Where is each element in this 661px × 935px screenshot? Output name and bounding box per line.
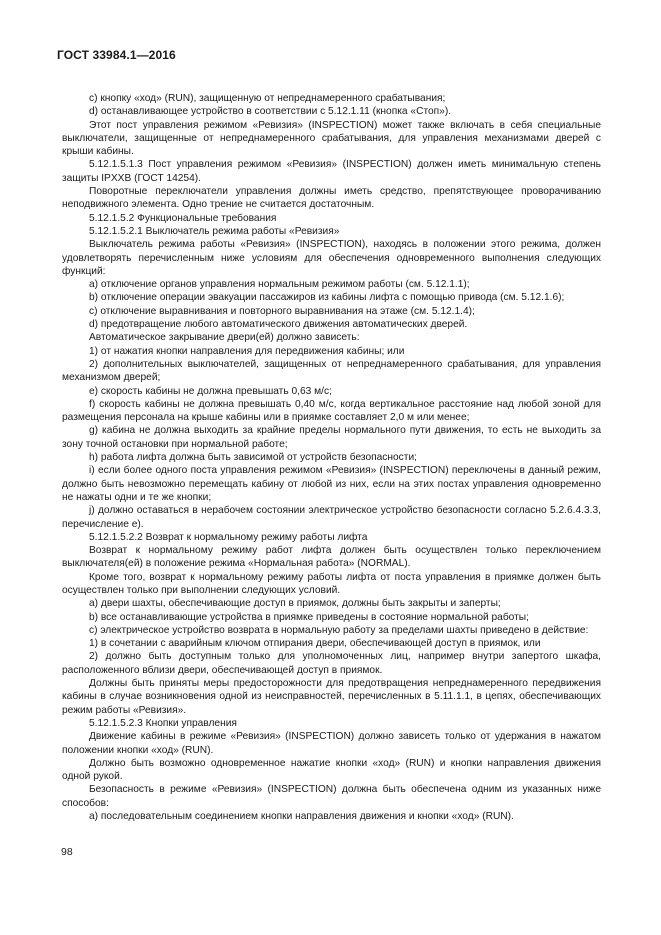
list-item: c) электрическое устройство возврата в нормальную работу за пределами шахты приведено в действие: [89, 624, 589, 636]
list-item: i) если более одного поста управления режимом «Ревизия» (INSPECTION) переключены в данный режим, должно быть невозможно перемещать кабину от любой из них, если на этих постах управления одновременно не нажаты одни и те же кнопки; [62, 465, 601, 503]
paragraph: Поворотные переключатели управления должны иметь средство, препятствующее проворачиванию неподвижного элемента. Одно трение не считается достаточным. [62, 186, 601, 211]
list-item: b) отключение операции эвакуации пассажиров из кабины лифта с помощью привода (см. 5.12.1.6); [89, 292, 565, 304]
list-item: f) скорость кабины не должна превышать 0,40 м/с, когда вертикальное расстояние над любой зоной для размещения персонала на крыше кабины или в приямке составляет 2,0 м или менее; [62, 398, 601, 424]
paragraph: Автоматическое закрывание двери(ей) должно зависеть: [89, 332, 360, 344]
paragraph: Должны быть приняты меры предосторожности для предотвращения непреднамеренного передвижения кабины в случае возникновения одной из неисправностей, перечисленных в 5.11.1.1, в цепях, обеспечивающих режим работы «Ревизия». [62, 678, 601, 716]
document-header: ГОСТ 33984.1—2016 [57, 48, 176, 62]
paragraph: Безопасность в режиме «Ревизия» (INSPECTION) должна быть обеспечена одним из указанных ниже способов: [62, 784, 601, 809]
list-item: a) последовательным соединением кнопки направления движения и кнопки «ход» (RUN). [89, 811, 514, 823]
page-number: 98 [61, 846, 73, 858]
paragraph: d) останавливающее устройство в соответствии с 5.12.1.11 (кнопка «Стоп»). [89, 106, 452, 118]
list-item: 2) дополнительных выключателей, защищенных от непреднамеренного срабатывания, для управления механизмом дверей; [62, 358, 601, 384]
paragraph: Кроме того, возврат к нормальному режиму работы лифта от поста управления в приямке должен быть осуществлен только при выполнении следующих условий. [62, 571, 601, 596]
list-item: a) отключение органов управления нормальным режимом работы (см. 5.12.1.1); [89, 279, 470, 291]
paragraph: Выключатель режима работы «Ревизия» (INSPECTION), находясь в положении этого режима, должен удовлетворять перечисленным ниже условиям для обеспечения одновременного выполнения следующих функций: [62, 239, 601, 277]
section-heading: 5.12.1.5.2.2 Возврат к нормальному режиму работы лифта [89, 531, 368, 543]
paragraph: 5.12.1.5.1.3 Пост управления режимом «Ревизия» (INSPECTION) должен иметь минимальную степень защиты IPXXB (ГОСТ 14254). [62, 159, 601, 184]
list-item: g) кабина не должна выходить за крайние пределы нормального пути движения, то есть не выходить за зону точной остановки при нормальной работе; [62, 425, 601, 450]
paragraph: Возврат к нормальному режиму работ лифта должен быть осуществлен только переключением выключателя(ей) в положение режима «Нормальная работа» (NORMAL). [62, 545, 601, 570]
paragraph: c) кнопку «ход» (RUN), защищенную от непреднамеренного срабатывания; [89, 93, 446, 104]
list-item: e) скорость кабины не должна превышать 0,63 м/с; [89, 385, 332, 397]
paragraph: Движение кабины в режиме «Ревизия» (INSPECTION) должно зависеть только от удержания в нажатом положении кнопки «ход» (RUN). [62, 731, 601, 756]
list-item: 1) от нажатия кнопки направления для передвижения кабины; или [89, 345, 405, 357]
list-item: j) должно оставаться в нерабочем состоянии электрическое устройство безопасности согласно 5.2.6.4.3.3, перечисление е). [62, 505, 601, 530]
list-item: 1) в сочетании с аварийным ключом отпирания двери, обеспечивающей доступ в приямок, или [89, 638, 541, 650]
list-item: 2) должно быть доступным только для уполномоченных лиц, например внутри запертого шкафа, расположенного вблизи двери, обеспечивающей доступ в приямок. [62, 651, 601, 676]
list-item: d) предотвращение любого автоматического движения автоматических дверей. [89, 319, 468, 331]
section-heading: 5.12.1.5.2.1 Выключатель режима работы «Ревизия» [89, 225, 340, 237]
list-item: h) работа лифта должна быть зависимой от устройств безопасности; [89, 452, 417, 464]
section-heading: 5.12.1.5.2.3 Кнопки управления [89, 717, 237, 729]
list-item: c) отключение выравнивания и повторного выравнивания на этаже (см. 5.12.1.4); [89, 305, 475, 317]
section-heading: 5.12.1.5.2 Функциональные требования [89, 212, 277, 224]
list-item: a) двери шахты, обеспечивающие доступ в приямок, должны быть закрыты и заперты; [89, 598, 501, 610]
paragraph: Этот пост управления режимом «Ревизия» (INSPECTION) может также включать в себя специальные выключатели, защищенные от непреднамеренного срабатывания, для управления механизмами дверей с крыши кабины. [62, 119, 601, 158]
list-item: b) все останавливающие устройства в приямке приведены в состояние нормальной работы; [89, 611, 529, 623]
paragraph: Должно быть возможно одновременное нажатие кнопки «ход» (RUN) и кнопки направления движения одной рукой. [62, 757, 601, 783]
document-body [62, 92, 601, 823]
